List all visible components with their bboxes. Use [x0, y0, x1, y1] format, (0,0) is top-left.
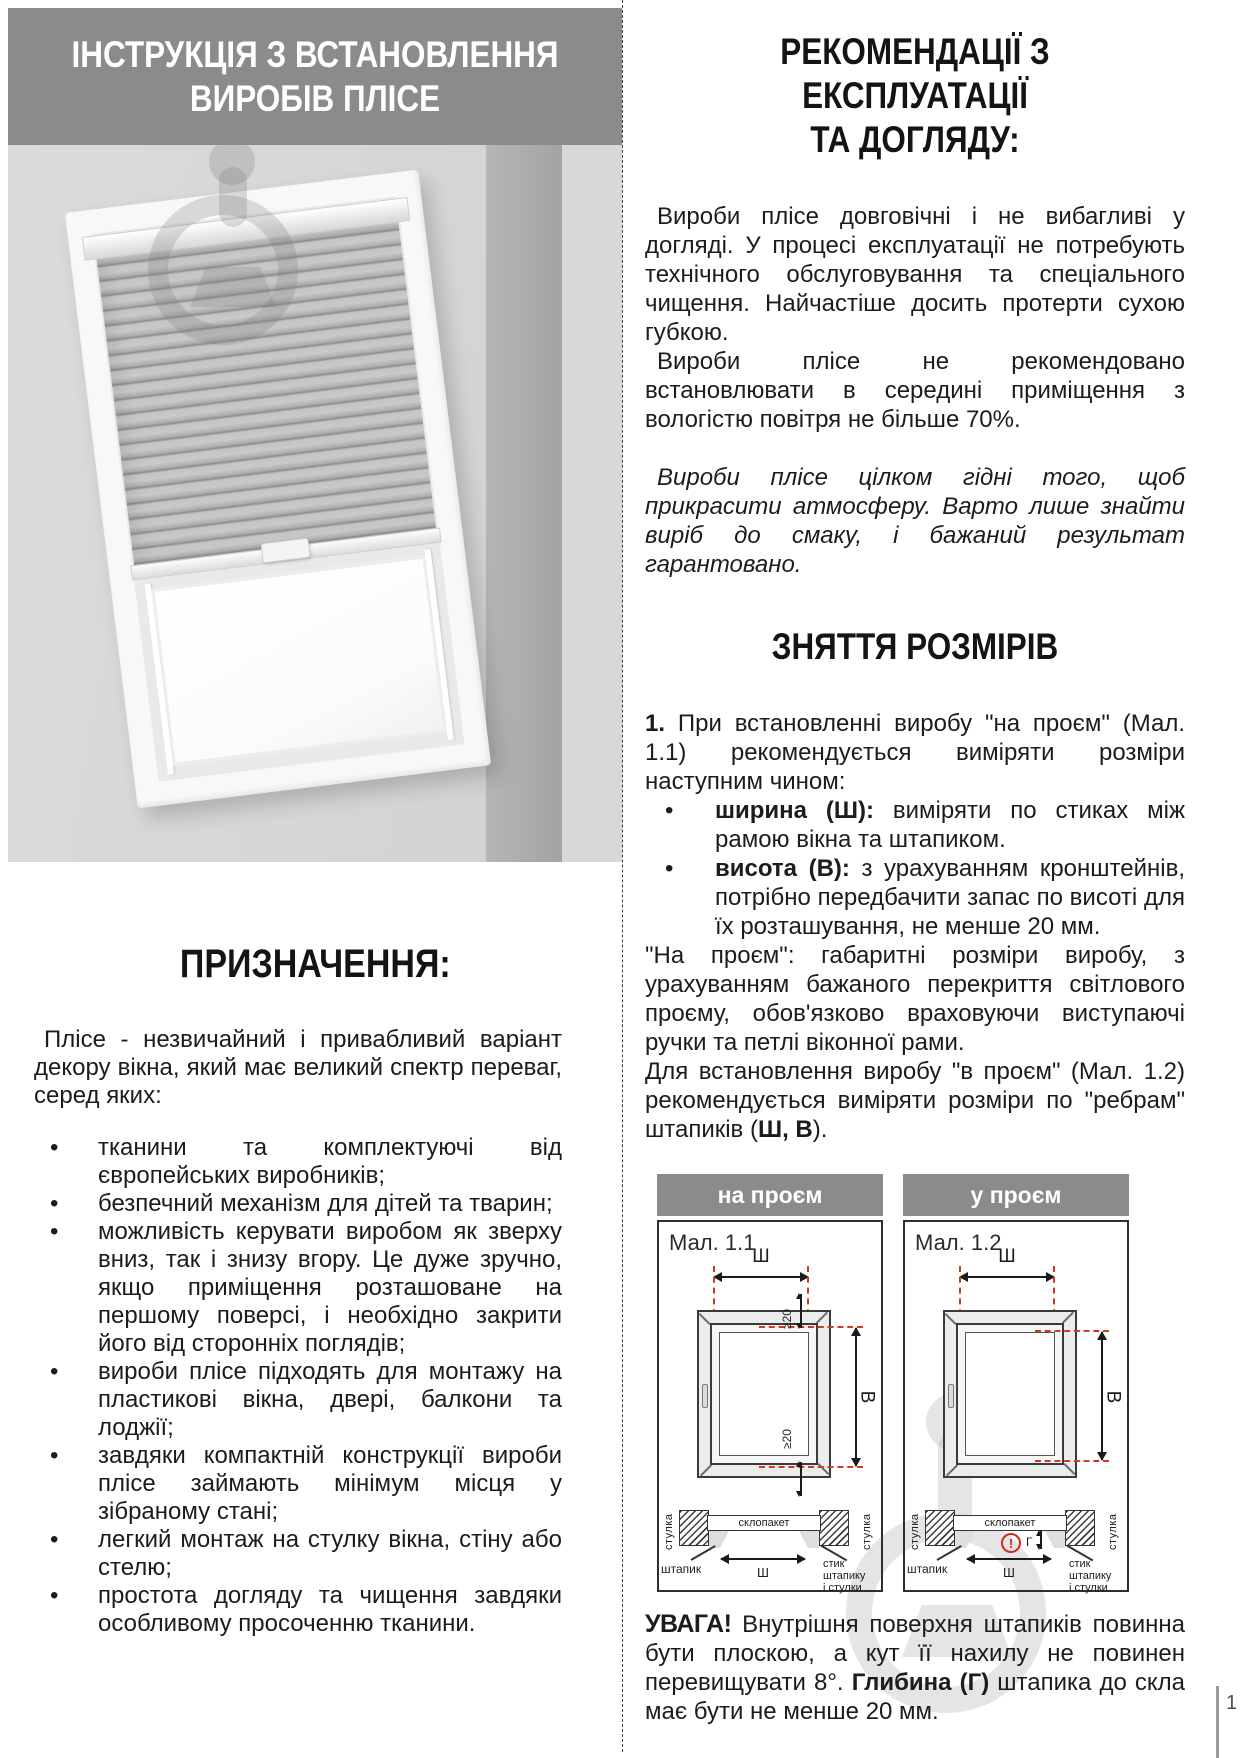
figure-header: у проєм — [903, 1174, 1129, 1216]
na-proem-paragraph: "На проєм": габаритні розміри виробу, з урахуванням бажаного перекриття світлового проєму, обов'язково враховуючи виступаючі ручки та петлі віконної рами. — [645, 942, 1185, 1056]
open-glass-area — [151, 556, 447, 766]
miter-line — [945, 1313, 957, 1325]
measuring-bullet-list — [645, 796, 1185, 941]
red-dashed-line — [759, 1466, 863, 1468]
leader-line — [937, 1545, 962, 1560]
depth-label: Г — [1026, 1535, 1033, 1549]
step-number: 1. — [645, 710, 666, 737]
allowance-label-bottom: ≥20 — [779, 1429, 794, 1449]
figure-header: на проєм — [657, 1174, 883, 1216]
glazing-bead — [1045, 1531, 1065, 1548]
window-recess-shadow — [486, 145, 562, 862]
list-item: • безпечний механізм для дітей та тварин; — [50, 1190, 553, 1217]
miter-line — [1063, 1463, 1075, 1475]
v-proem-paragraph: Для встановлення виробу "в проєм" (Мал. 1.2) рекомендується виміряти розміри по "ребрам" штапиків (Ш, В). — [645, 1058, 1185, 1143]
depth-arrow — [1040, 1531, 1042, 1549]
bullet-icon: • — [50, 1190, 59, 1217]
cross-section-diagram — [907, 1510, 1123, 1594]
purpose-bullet-list — [34, 1134, 562, 1638]
column-divider-dashed-line — [622, 0, 623, 1752]
measuring-step-1: 1. При встановленні виробу "на проєм" (Мал. 1.1) рекомендується виміряти розміри наступним чином: — [645, 710, 1185, 795]
xsec-width-arrow — [967, 1558, 1051, 1560]
miter-line — [946, 1464, 958, 1476]
joint-label: стик штапику і стулки — [1069, 1558, 1112, 1594]
care-paragraph-1: Вироби плісе довговічні і не вибагливі у догляді. У процесі експлуатації не потребують технічного обслуговування та спеціального чищення. Найчастіше досить протерти сухою губкою. — [645, 203, 1185, 346]
allowance-arrow-top — [800, 1294, 802, 1328]
sash-label-right: стулка — [861, 1513, 873, 1550]
bullet-icon: • — [665, 855, 674, 882]
allowance-label-top: ≥20 — [779, 1309, 794, 1329]
sash-profile-hatch — [819, 1510, 849, 1546]
sash-label-right: стулка — [1107, 1513, 1119, 1550]
window-glass — [719, 1332, 809, 1456]
window-handle — [948, 1384, 954, 1408]
bullet-icon: • — [50, 1358, 59, 1385]
figure-caption: Мал. 1.2 — [915, 1230, 1002, 1255]
list-item: • тканини та комплектуючі від європейських виробників; — [50, 1134, 562, 1189]
list-item: • завдяки компактній конструкції вироби плісе займають мінімум місця у зібраному стані; — [50, 1442, 562, 1525]
window-diagram — [697, 1310, 831, 1478]
page-number: 1 — [1226, 1692, 1238, 1714]
miter-line — [816, 1312, 828, 1324]
height-dimension-label: В — [856, 1390, 878, 1404]
left-title-line2: ВИРОБІВ ПЛІСЕ — [189, 77, 441, 119]
window-sash — [710, 1323, 818, 1465]
cross-section-diagram — [661, 1510, 877, 1594]
leader-line — [691, 1545, 716, 1560]
care-paragraph-2: Вироби плісе не рекомендовано встановлювати в середині приміщення з вологістю повітря не більше 70%. — [645, 348, 1185, 433]
miter-line — [700, 1464, 712, 1476]
bead-label: штапик — [661, 1562, 702, 1576]
sash-profile-hatch — [679, 1510, 709, 1546]
width-dimension-arrow — [960, 1276, 1054, 1278]
window-handle — [702, 1384, 708, 1408]
warning-icon: ! — [1001, 1533, 1021, 1553]
bullet-icon: • — [50, 1134, 59, 1161]
measuring-heading: ЗНЯТТЯ РОЗМІРІВ — [771, 626, 1059, 667]
bullet-icon: • — [50, 1442, 59, 1469]
attention-paragraph: УВАГА! Внутрішня поверхня штапиків повинна бути плоскою, а кут її нахилу не повинен перевищувати 8°. Глибина (Г) штапика до скла має бути не менше 20 мм. — [645, 1610, 1186, 1725]
miter-line — [1062, 1312, 1074, 1324]
sash-profile-hatch — [925, 1510, 955, 1546]
figure-caption: Мал. 1.1 — [669, 1230, 756, 1255]
pleated-blind-photo — [8, 145, 622, 862]
list-item: • висота (В): з урахуванням кронштейнів, потрібно передбачити запас по висоті для їх розташування, не менше 20 мм. — [665, 855, 1185, 940]
figure-body — [657, 1220, 883, 1592]
glass-unit-label: склопакет — [953, 1515, 1067, 1531]
window-diagram — [943, 1310, 1077, 1478]
width-dimension-arrow — [714, 1276, 808, 1278]
xsec-width-label: Ш — [1003, 1565, 1015, 1580]
left-title-line1: ІНСТРУКЦІЯ З ВСТАНОВЛЕННЯ — [71, 33, 559, 75]
sash-label-left: стулка — [663, 1513, 675, 1550]
red-dashed-line — [759, 1326, 863, 1328]
width-term: ширина (Ш): — [715, 797, 874, 824]
miter-line — [699, 1313, 711, 1325]
xsec-width-label: Ш — [757, 1565, 769, 1580]
list-item: • ширина (Ш): виміряти по стиках між рамою вікна та штапиком. — [665, 797, 1185, 853]
glass-unit-label: склопакет — [707, 1515, 821, 1531]
list-item: • простота догляду та чищення завдяки особливому просоченню тканини. — [50, 1582, 562, 1637]
window-glass — [965, 1332, 1055, 1456]
bead-label: штапик — [907, 1562, 948, 1576]
left-header-banner — [8, 8, 622, 145]
allowance-arrow-bottom — [800, 1462, 802, 1496]
right-column — [645, 30, 1185, 1726]
width-dimension-label: Ш — [998, 1246, 1016, 1267]
purpose-intro: Плісе - незвичайний і привабливий варіант декору вікна, який має великий спектр переваг, серед яких: — [34, 1026, 562, 1109]
height-dimension-label: В — [1102, 1390, 1124, 1404]
joint-label: стик штапику і стулки — [823, 1558, 866, 1594]
list-item: • вироби плісе підходять для монтажу на пластикові вікна, двері, балкони та лоджії; — [50, 1358, 562, 1441]
brand-watermark-icon — [138, 145, 328, 385]
bullet-icon: • — [50, 1218, 59, 1245]
figure-u-proem — [903, 1174, 1129, 1592]
bullet-icon: • — [665, 797, 674, 824]
xsec-width-arrow — [721, 1558, 805, 1560]
attention-lead: УВАГА! — [645, 1610, 732, 1638]
figure-na-proem — [657, 1174, 883, 1592]
height-term: висота (В): — [715, 855, 850, 882]
sash-profile-hatch — [1065, 1510, 1095, 1546]
page-number-rule — [1216, 1686, 1219, 1758]
care-paragraph-3: Вироби плісе цілком гідні того, щоб прикрасити атмосферу. Варто лише знайти виріб до смаку, і бажаний результат гарантовано. — [645, 464, 1185, 578]
measurement-figures — [657, 1174, 1185, 1592]
list-item: • можливість керувати виробом як зверху вниз, так і знизу вгору. Це дуже зручно, якщо приміщення розташоване на першому поверсі, і необхідно закрити його від сторонніх поглядів; — [50, 1218, 562, 1357]
right-wall — [562, 145, 622, 862]
bullet-icon: • — [50, 1526, 59, 1553]
glazing-bead — [799, 1531, 819, 1548]
bullet-icon: • — [50, 1582, 59, 1609]
window-sash — [956, 1323, 1064, 1465]
list-item: • легкий монтаж на стулку вікна, стіну або стелю; — [50, 1526, 562, 1581]
purpose-heading: ПРИЗНАЧЕННЯ: — [179, 942, 451, 986]
figure-body — [903, 1220, 1129, 1592]
width-dimension-label: Ш — [752, 1246, 770, 1267]
sash-label-left: стулка — [909, 1513, 921, 1550]
care-heading: РЕКОМЕНДАЦІЇ З ЕКСПЛУАТАЦІЇ ТА ДОГЛЯДУ: — [780, 31, 1050, 160]
